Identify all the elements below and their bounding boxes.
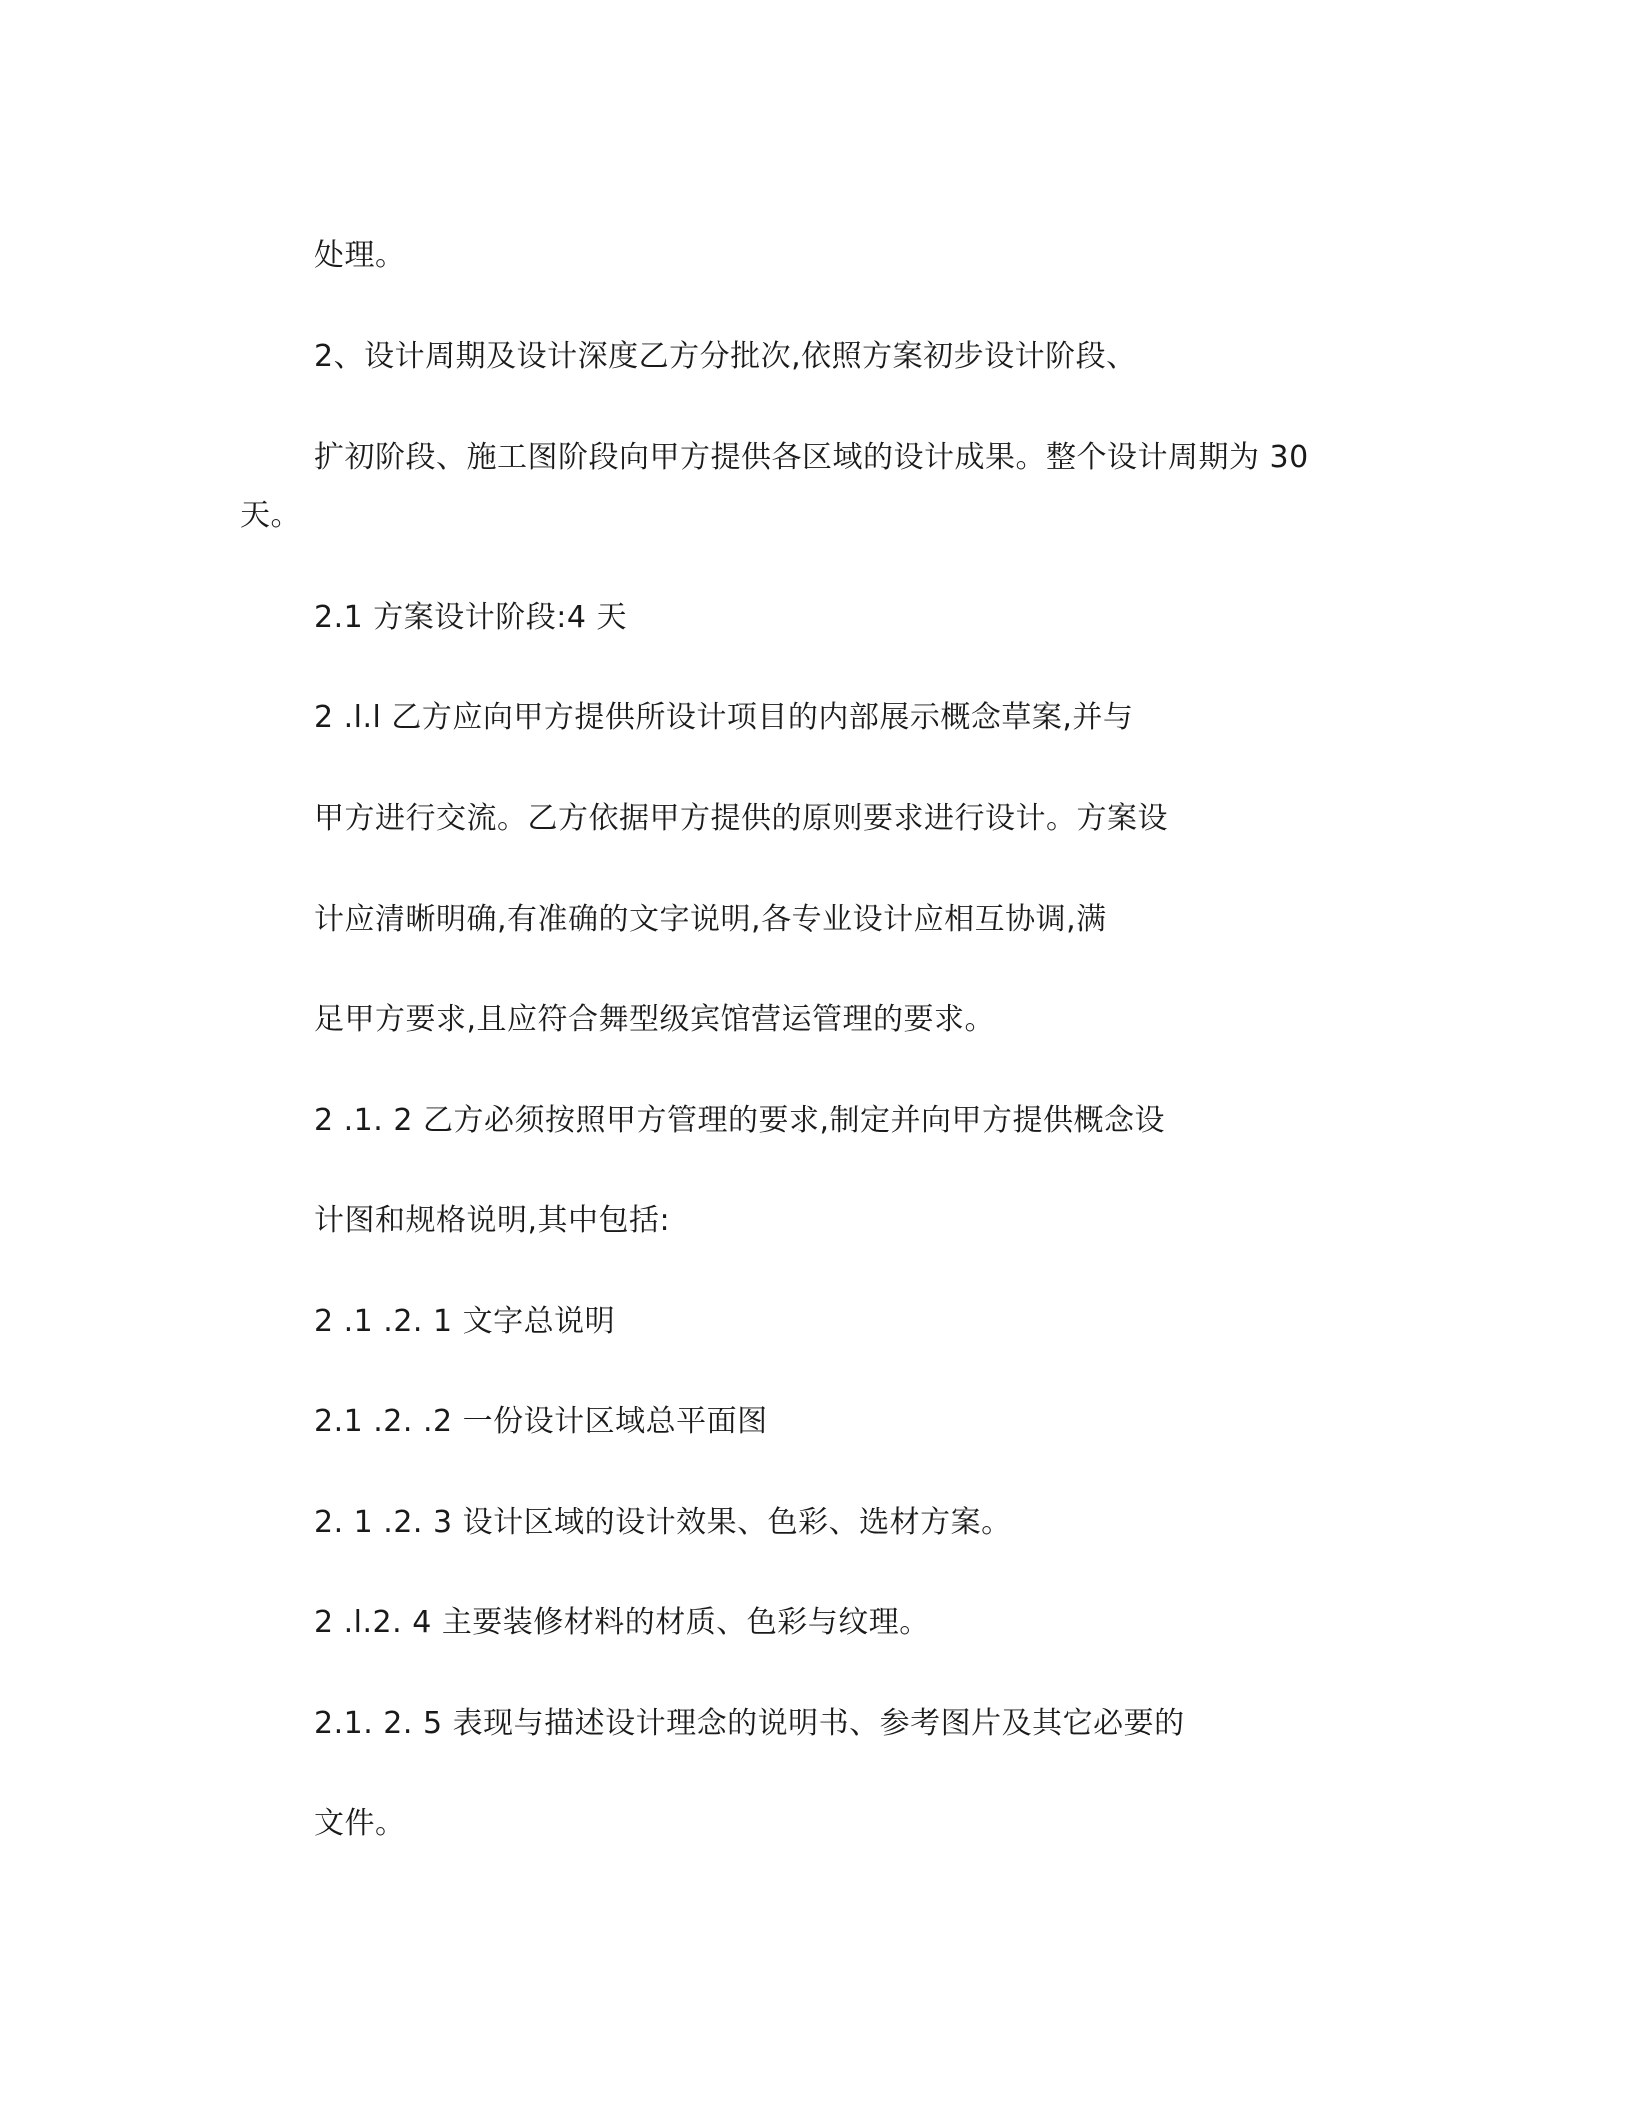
text-line: 处理。 [314,238,406,273]
text-line: 计应清晰明确,有准确的文字说明,各专业设计应相互协调,满 [314,902,1107,937]
text-line: 2、设计周期及设计深度乙方分批次,依照方案初步设计阶段、 [314,339,1137,374]
text-line: 2.1 方案设计阶段:4 天 [314,600,627,635]
text-line: 2 .1. 2 乙方必须按照甲方管理的要求,制定并向甲方提供概念设 [314,1103,1165,1138]
text-line: 2 .1 .2. 1 文字总说明 [314,1304,616,1339]
text-line: 甲方进行交流。乙方依据甲方提供的原则要求进行设计。方案设 [314,801,1168,836]
text-line: 2.1 .2. .2 一份设计区域总平面图 [314,1404,768,1439]
text-line: 计图和规格说明,其中包括: [314,1203,671,1238]
text-line: 2 .l.2. 4 主要装修材料的材质、色彩与纹理。 [314,1605,930,1640]
text-line: 2. 1 .2. 3 设计区域的设计效果、色彩、选材方案。 [314,1505,1012,1540]
text-line: 2 .l.l 乙方应向甲方提供所设计项目的内部展示概念草案,并与 [314,700,1134,735]
text-line: 2.1. 2. 5 表现与描述设计理念的说明书、参考图片及其它必要的 [314,1706,1185,1741]
text-line: 文件。 [314,1806,406,1841]
text-line: 足甲方要求,且应符合舞型级宾馆营运管理的要求。 [314,1002,996,1037]
text-line: 天。 [240,498,301,533]
text-line: 扩初阶段、施工图阶段向甲方提供各区域的设计成果。整个设计周期为 30 [314,440,1309,475]
